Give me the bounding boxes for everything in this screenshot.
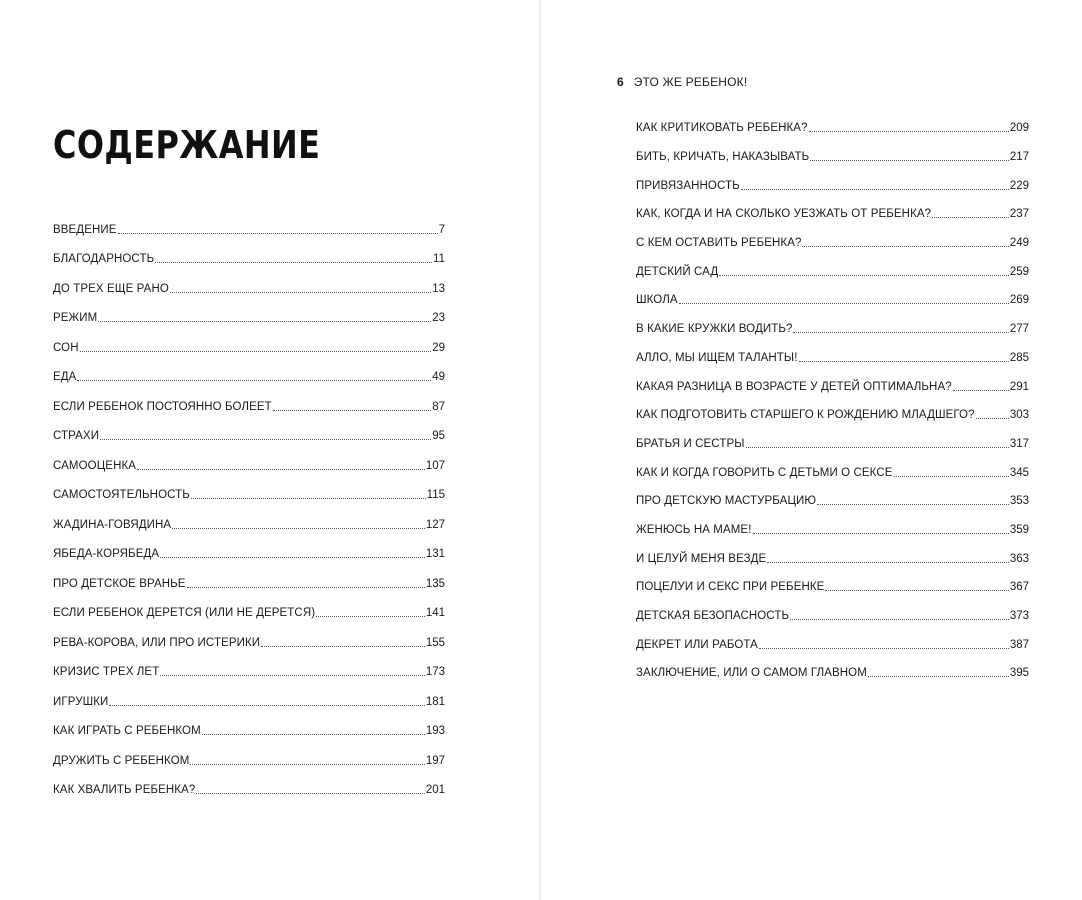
toc-entry[interactable] [636,630,1029,659]
toc-entry-page: 345 [1009,466,1029,479]
toc-entry-page: 23 [432,312,445,325]
running-head [617,73,747,91]
toc-entry[interactable] [53,569,445,599]
toc-entry-page: 259 [1009,265,1029,278]
toc-entry[interactable] [636,257,1029,286]
toc-entry-title: ЯБЕДА-КОРЯБЕДА [53,548,160,561]
toc-entry-title: ЕСЛИ РЕБЕНОК ПОСТОЯННО БОЛЕЕТ [53,400,272,413]
dot-leader [799,361,1009,362]
toc-entry[interactable] [636,114,1029,143]
toc-entry[interactable] [636,315,1029,344]
toc-entry[interactable] [636,229,1029,258]
toc-entry-page: 95 [432,430,445,443]
toc-entry-page: 395 [1009,667,1029,680]
dot-leader [802,246,1008,247]
toc-entry-page: 303 [1009,409,1029,422]
dot-leader [679,303,1009,304]
toc-entry[interactable] [636,372,1029,401]
toc-entry-page: 209 [1009,122,1029,135]
dot-leader [187,587,425,588]
toc-entry-title: БРАТЬЯ И СЕСТРЫ [636,437,745,450]
toc-entry-page: 155 [425,636,445,649]
toc-entry-page: 317 [1009,437,1029,450]
toc-entry-title: АЛЛО, МЫ ИЩЕМ ТАЛАНТЫ! [636,351,798,364]
toc-entry[interactable] [53,215,445,245]
toc-entry-page: 217 [1009,151,1029,164]
dot-leader [809,131,1009,132]
toc-entry-page: 11 [433,253,445,266]
toc-entry-page: 269 [1009,294,1029,307]
toc-entry-title: СТРАХИ [53,430,100,443]
dot-leader [316,616,425,617]
toc-entry-page: 107 [425,459,445,472]
dot-leader [160,675,424,676]
toc-entry-page: 201 [425,784,445,797]
toc-entry[interactable] [53,717,445,747]
dot-leader [100,439,431,440]
toc-entry-title: ЖЕНЮСЬ НА МАМЕ! [636,523,752,536]
toc-entry[interactable] [53,687,445,717]
dot-leader [190,764,424,765]
toc-entry[interactable] [636,573,1029,602]
dot-leader [810,160,1009,161]
toc-entry-title: С КЕМ ОСТАВИТЬ РЕБЕНКА? [636,237,802,250]
toc-entry-title: КАК ПОДГОТОВИТЬ СТАРШЕГО К РОЖДЕНИЮ МЛАДШЕГО? [636,409,975,422]
toc-entry[interactable] [53,540,445,570]
toc-entry-title: КАК ИГРАТЬ С РЕБЕНКОМ [53,725,201,738]
dot-leader [273,410,431,411]
toc-entry[interactable] [636,458,1029,487]
toc-entry-page: 387 [1009,638,1029,651]
toc-entry-page: 141 [425,607,445,620]
toc-entry[interactable] [53,274,445,304]
toc-entry-title: ДЕКРЕТ ИЛИ РАБОТА [636,638,758,651]
dot-leader [793,332,1008,333]
dot-leader [753,533,1009,534]
toc-entry-page: 359 [1009,523,1029,536]
toc-entry-title: КАК, КОГДА И НА СКОЛЬКО УЕЗЖАТЬ ОТ РЕБЕНКА? [636,208,932,221]
toc-heading: СОДЕРЖАНИЕ [53,123,321,167]
dot-leader [741,189,1009,190]
dot-leader [155,262,432,263]
toc-entry-page: 197 [425,754,445,767]
toc-entry-title: САМООЦЕНКА [53,459,137,472]
dot-leader [825,590,1008,591]
toc-entry-page: 115 [426,489,445,502]
toc-entry-page: 181 [425,695,445,708]
running-head-title: ЭТО ЖЕ РЕБЕНОК! [633,75,748,89]
toc-entry[interactable] [636,344,1029,373]
toc-entry[interactable] [53,628,445,658]
dot-leader [746,447,1009,448]
toc-entry[interactable] [53,363,445,393]
toc-entry-title: САМОСТОЯТЕЛЬНОСТЬ [53,489,190,502]
dot-leader [98,321,431,322]
toc-entry-page: 29 [432,341,445,354]
toc-entry-title: ИГРУШКИ [53,695,109,708]
toc-entry-title: ПОЦЕЛУИ И СЕКС ПРИ РЕБЕНКЕ [636,581,825,594]
toc-entry-title: И ЦЕЛУЙ МЕНЯ ВЕЗДЕ [636,552,767,565]
dot-leader [109,705,424,706]
toc-entry-page: 373 [1009,610,1029,623]
toc-entry-title: ДО ТРЕХ ЕЩЕ РАНО [53,282,169,295]
toc-entry-title: СОН [53,341,79,354]
toc-entry-title: ПРИВЯЗАННОСТЬ [636,179,740,192]
toc-entry-title: ЕДА [53,371,77,384]
toc-entry-title: БИТЬ, КРИЧАТЬ, НАКАЗЫВАТЬ [636,151,810,164]
toc-entry-page: 13 [432,282,445,295]
toc-entry[interactable] [53,746,445,776]
toc-entry-title: КАК И КОГДА ГОВОРИТЬ С ДЕТЬМИ О СЕКСЕ [636,466,893,479]
toc-entry[interactable] [53,776,445,806]
toc-entry[interactable] [636,430,1029,459]
toc-entry[interactable] [636,200,1029,229]
toc-entry-page: 131 [425,548,445,561]
toc-entry-title: ВВЕДЕНИЕ [53,223,117,236]
right-page [541,0,1082,900]
toc-entry-title: КАК ХВАЛИТЬ РЕБЕНКА? [53,784,196,797]
dot-leader [170,292,431,293]
toc-entry-title: ШКОЛА [636,294,678,307]
toc-entry[interactable] [636,487,1029,516]
toc-entry-page: 135 [425,577,445,590]
toc-entry-title: КАКАЯ РАЗНИЦА В ВОЗРАСТЕ У ДЕТЕЙ ОПТИМАЛЬНА? [636,380,952,393]
dot-leader [767,562,1009,563]
toc-entry-title: ДРУЖИТЬ С РЕБЕНКОМ [53,754,190,767]
toc-entry[interactable] [636,659,1029,688]
toc-entry[interactable] [636,516,1029,545]
toc-entry-page: 127 [425,518,445,531]
toc-entry[interactable] [636,401,1029,430]
toc-entry-title: ПРО ДЕТСКОЕ ВРАНЬЕ [53,577,186,590]
toc-entry-title: КРИЗИС ТРЕХ ЛЕТ [53,666,160,679]
dot-leader [759,648,1009,649]
page-number: 6 [617,75,624,89]
toc-entry[interactable] [53,392,445,422]
toc-entry-page: 363 [1009,552,1029,565]
dot-leader [196,793,424,794]
toc-entry-page: 173 [425,666,445,679]
dot-leader [80,351,432,352]
toc-entry[interactable] [636,143,1029,172]
toc-entry[interactable] [53,481,445,511]
toc-entry-page: 285 [1009,351,1029,364]
dot-leader [868,676,1009,677]
dot-leader [118,233,438,234]
toc-entry-title: ЖАДИНА-ГОВЯДИНА [53,518,172,531]
dot-leader [976,418,1009,419]
dot-leader [894,476,1009,477]
toc-entry[interactable] [53,658,445,688]
toc-entry[interactable] [53,304,445,334]
toc-entry[interactable] [53,333,445,363]
toc-list-right [636,114,1029,688]
toc-entry-title: РЕВА-КОРОВА, ИЛИ ПРО ИСТЕРИКИ [53,636,261,649]
dot-leader [932,217,1009,218]
dot-leader [261,646,425,647]
toc-entry-page: 249 [1009,237,1029,250]
dot-leader [790,619,1009,620]
dot-leader [817,504,1009,505]
toc-entry-page: 49 [432,371,445,384]
dot-leader [172,528,425,529]
toc-entry-page: 87 [432,400,445,413]
dot-leader [160,557,425,558]
toc-entry[interactable] [53,422,445,452]
toc-entry-title: ЗАКЛЮЧЕНИЕ, ИЛИ О САМОМ ГЛАВНОМ [636,667,867,680]
dot-leader [77,380,431,381]
toc-entry-page: 229 [1009,179,1029,192]
toc-entry[interactable] [53,599,445,629]
toc-entry-page: 237 [1009,208,1029,221]
toc-entry-title: ДЕТСКАЯ БЕЗОПАСНОСТЬ [636,610,790,623]
dot-leader [191,498,426,499]
toc-entry-page: 353 [1009,495,1029,508]
toc-entry[interactable] [636,286,1029,315]
toc-entry[interactable] [636,544,1029,573]
toc-entry-title: БЛАГОДАРНОСТЬ [53,253,155,266]
toc-entry[interactable] [636,171,1029,200]
toc-entry-page: 277 [1009,323,1029,336]
left-page [0,0,539,900]
toc-entry-page: 291 [1009,380,1029,393]
toc-entry[interactable] [636,602,1029,631]
toc-entry[interactable] [53,245,445,275]
toc-entry-page: 7 [438,223,445,236]
toc-entry-page: 367 [1009,581,1029,594]
toc-list-left [53,215,445,805]
toc-entry[interactable] [53,451,445,481]
toc-entry-title: РЕЖИМ [53,312,98,325]
dot-leader [719,275,1009,276]
toc-entry[interactable] [53,510,445,540]
dot-leader [137,469,425,470]
toc-entry-title: ПРО ДЕТСКУЮ МАСТУРБАЦИЮ [636,495,817,508]
dot-leader [202,734,425,735]
toc-entry-title: КАК КРИТИКОВАТЬ РЕБЕНКА? [636,122,808,135]
toc-entry-title: ЕСЛИ РЕБЕНОК ДЕРЕТСЯ (ИЛИ НЕ ДЕРЕТСЯ) [53,607,316,620]
dot-leader [953,390,1009,391]
toc-entry-title: ДЕТСКИЙ САД [636,265,719,278]
toc-entry-page: 193 [425,725,445,738]
toc-entry-title: В КАКИЕ КРУЖКИ ВОДИТЬ? [636,323,793,336]
